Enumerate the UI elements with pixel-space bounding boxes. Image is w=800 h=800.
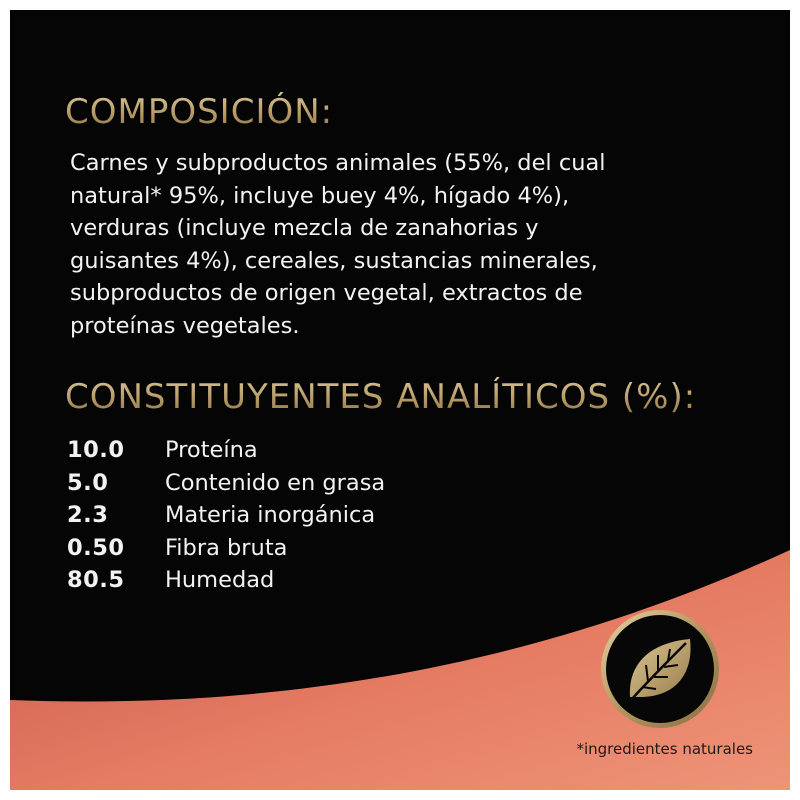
composition-line: verduras (incluye mezcla de zanahorias y xyxy=(70,215,539,241)
constituent-row-fiber xyxy=(67,532,385,565)
constituent-label: Proteína xyxy=(165,437,258,464)
composition-text xyxy=(70,147,710,342)
natural-ingredients-footnote: *ingredientes naturales xyxy=(576,740,753,758)
composition-line: guisantes 4%), cereales, sustancias minerales, xyxy=(70,247,598,274)
constituent-row-inorganic xyxy=(67,499,385,532)
constituent-label: Contenido en grasa xyxy=(165,469,386,496)
constituent-value: 2.3 xyxy=(67,502,109,529)
constituent-label: Humedad xyxy=(165,567,275,594)
leaf-icon xyxy=(598,607,722,731)
constituent-label: Fibra bruta xyxy=(165,534,288,561)
constituent-row-protein xyxy=(67,434,385,467)
composition-line: subproductos de origen vegetal, extractos de xyxy=(70,280,583,306)
constituent-value: 0.50 xyxy=(67,534,125,561)
constituent-value: 80.5 xyxy=(67,567,125,594)
composition-line: natural* 95%, incluye buey 4%, hígado 4%), xyxy=(70,182,570,209)
constituent-value: 5.0 xyxy=(67,469,109,496)
constituent-label: Materia inorgánica xyxy=(165,502,376,529)
constituent-row-moisture xyxy=(67,564,385,597)
analytic-constituents-list xyxy=(67,434,385,597)
constituent-value: 10.0 xyxy=(67,437,125,464)
analytic-constituents-heading: CONSTITUYENTES ANALÍTICOS (%): xyxy=(65,377,697,417)
composition-heading: COMPOSICIÓN: xyxy=(65,92,334,132)
composition-line: proteínas vegetales. xyxy=(70,312,300,339)
composition-line: Carnes y subproductos animales (55%, del cual xyxy=(70,150,606,176)
product-info-panel xyxy=(10,10,790,790)
constituent-row-fat xyxy=(67,467,385,500)
